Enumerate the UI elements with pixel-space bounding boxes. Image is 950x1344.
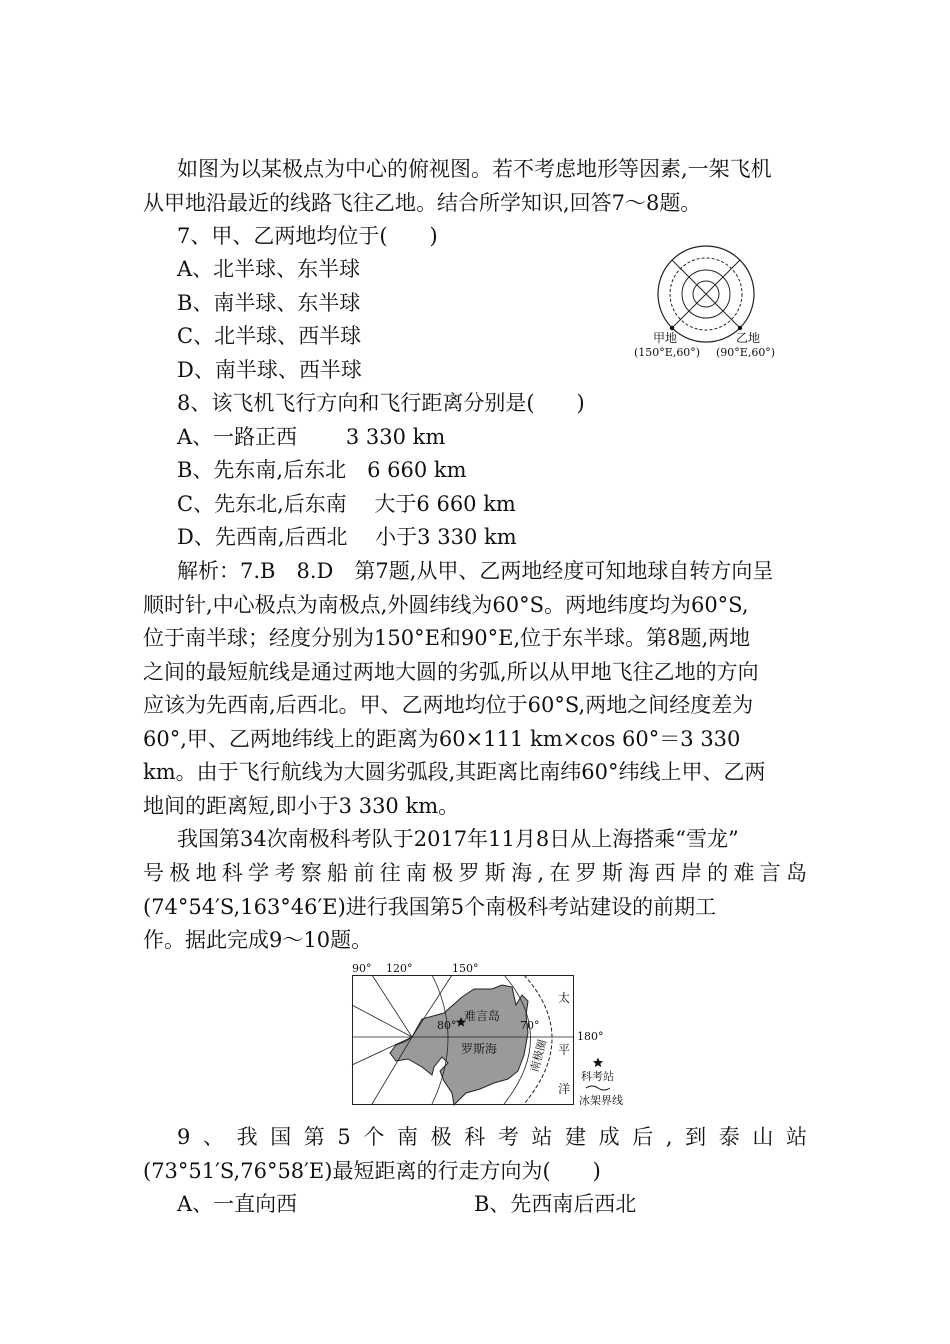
- question-8-stem: 8、该飞机飞行方向和飞行距离分别是( ): [177, 391, 585, 415]
- intro2-line-4: 作。据此完成9～10题。: [143, 928, 373, 952]
- intro-line-1: 如图为以某极点为中心的俯视图。若不考虑地形等因素,一架飞机: [177, 157, 772, 181]
- point-jia: [670, 326, 674, 330]
- map-ocean-char-3: 洋: [558, 1082, 571, 1096]
- question-7-option-d[interactable]: D、南半球、西半球: [177, 358, 362, 382]
- map-lon-150: 150°: [452, 962, 479, 975]
- question-7-option-b[interactable]: B、南半球、东半球: [177, 291, 361, 315]
- label-yi: 乙地: [736, 331, 761, 345]
- analysis-line-4: 之间的最短航线是通过两地大圆的劣弧,所以从甲地飞往乙地的方向: [143, 660, 759, 684]
- analysis-line-2: 顺时针,中心极点为南极点,外圆纬线为60°S。两地纬度均为60°S,: [143, 593, 749, 617]
- question-8-option-d[interactable]: D、先西南,后西北 小于3 330 km: [177, 525, 517, 549]
- question-7-stem: 7、甲、乙两地均位于( ): [177, 224, 438, 248]
- question-7-option-a[interactable]: A、北半球、东半球: [177, 257, 361, 281]
- question-8-option-a[interactable]: A、一路正西 3 330 km: [177, 425, 446, 449]
- map-lat-70: 70°: [520, 1019, 540, 1032]
- intro2-line-3: (74°54′S,163°46′E)进行我国第5个南极科考站建设的前期工: [143, 895, 717, 919]
- question-9-option-b[interactable]: B、先西南后西北: [474, 1192, 637, 1216]
- analysis-line-1: 解析：7.B 8.D 第7题,从甲、乙两地经度可知地球自转方向呈: [177, 559, 774, 583]
- question-8-option-b[interactable]: B、先东南,后东北 6 660 km: [177, 458, 467, 482]
- question-9-option-a[interactable]: A、一直向西: [177, 1192, 298, 1216]
- intro2-line-1: 我国第34次南极科考队于2017年11月8日从上海搭乘“雪龙”: [177, 827, 739, 851]
- map-lon-120: 120°: [386, 962, 413, 975]
- question-9-stem-line-1: 9、我国第5个南极科考站建成后,到泰山站: [177, 1125, 807, 1149]
- coord-jia: (150°E,60°): [634, 346, 701, 359]
- map-sea-label: 罗斯海: [461, 1042, 498, 1056]
- analysis-line-8: 地间的距离短,即小于3 330 km。: [143, 794, 460, 818]
- question-9-stem-line-2: (73°51′S,76°58′E)最短距离的行走方向为( ): [143, 1159, 601, 1183]
- map-circle-label: 南极圈: [528, 1038, 550, 1074]
- question-8-option-c[interactable]: C、先东北,后东南 大于6 660 km: [177, 492, 516, 516]
- map-ocean-char-2: 平: [558, 1043, 571, 1057]
- polar-diagram: [650, 244, 770, 344]
- map-ocean-char-1: 太: [558, 991, 571, 1005]
- analysis-line-6: 60°,甲、乙两地纬线上的距离为60×111 km×cos 60°＝3 330: [143, 727, 741, 751]
- legend-station-icon: [592, 1057, 604, 1069]
- analysis-line-7: km。由于飞行航线为大圆劣弧段,其距离比南纬60°纬线上甲、乙两: [143, 760, 766, 784]
- legend-ice-icon: [585, 1084, 611, 1092]
- question-7-option-c[interactable]: C、北半球、西半球: [177, 324, 362, 348]
- legend-station-label: 科考站: [581, 1070, 614, 1083]
- analysis-line-5: 应该为先西南,后西北。甲、乙两地均位于60°S,两地之间经度差为: [143, 693, 754, 717]
- map-island-label: 难言岛: [464, 1009, 501, 1023]
- point-yi: [738, 326, 742, 330]
- legend-ice-label: 冰架界线: [579, 1094, 623, 1107]
- map-lon-180: 180°: [577, 1030, 604, 1043]
- analysis-line-3: 位于南半球；经度分别为150°E和90°E,位于东半球。第8题,两地: [143, 626, 751, 650]
- label-jia: 甲地: [653, 331, 678, 345]
- intro2-line-2: 号极地科学考察船前往南极罗斯海,在罗斯海西岸的难言岛: [143, 861, 807, 885]
- map-lon-90: 90°: [352, 962, 372, 975]
- coord-yi: (90°E,60°): [716, 346, 776, 359]
- intro-line-2: 从甲地沿最近的线路飞往乙地。结合所学知识,回答7～8题。: [143, 191, 702, 215]
- map-lat-80: 80°: [437, 1019, 457, 1032]
